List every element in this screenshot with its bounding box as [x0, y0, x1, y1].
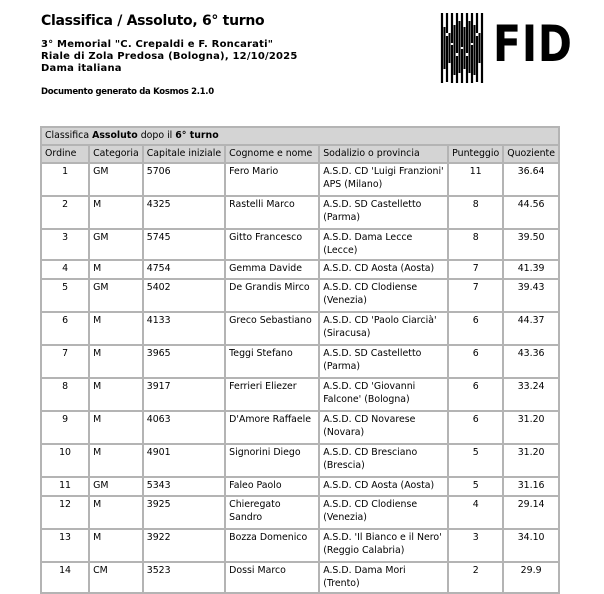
cell-sodalizio: A.S.D. CD Aosta (Aosta) [319, 477, 448, 496]
table-row [41, 562, 559, 593]
game-type: Dama italiana [41, 63, 122, 74]
cell-sodalizio: A.S.D. CD 'Giovanni Falcone' (Bologna) [319, 378, 448, 411]
cell-capitale: 5402 [143, 279, 225, 312]
cell-nome: Bozza Domenico [225, 529, 319, 562]
table-row [41, 411, 559, 444]
cell-quoziente: 44.37 [503, 312, 559, 345]
cell-quoziente: 36.64 [503, 163, 559, 196]
column-header-sodalizio: Sodalizio o provincia [319, 145, 448, 163]
cell-capitale: 4063 [143, 411, 225, 444]
cell-quoziente: 31.20 [503, 411, 559, 444]
cell-sodalizio: A.S.D. CD 'Paolo Ciarcià' (Siracusa) [319, 312, 448, 345]
cell-sodalizio: A.S.D. Dama Mori (Trento) [319, 562, 448, 593]
cell-punteggio: 6 [448, 312, 503, 345]
cell-sodalizio: A.S.D. CD 'Luigi Franzioni' APS (Milano) [319, 163, 448, 196]
cell-quoziente: 39.50 [503, 229, 559, 260]
cell-capitale: 5343 [143, 477, 225, 496]
table-row [41, 345, 559, 378]
cell-nome: Faleo Paolo [225, 477, 319, 496]
cell-sodalizio: A.S.D. CD Aosta (Aosta) [319, 260, 448, 279]
cell-sodalizio: A.S.D. CD Clodiense (Venezia) [319, 496, 448, 529]
cell-ordine: 14 [41, 562, 89, 593]
cell-nome: De Grandis Mirco [225, 279, 319, 312]
table-row [41, 279, 559, 312]
event-info [41, 39, 297, 75]
cell-nome: Dossi Marco [225, 562, 319, 593]
cell-nome: Gitto Francesco [225, 229, 319, 260]
cell-ordine: 10 [41, 444, 89, 477]
page-title: Classifica / Assoluto, 6° turno [41, 13, 265, 29]
cell-capitale: 5745 [143, 229, 225, 260]
cell-categoria: GM [89, 163, 143, 196]
cell-categoria: M [89, 196, 143, 229]
cell-nome: Signorini Diego [225, 444, 319, 477]
cell-categoria: M [89, 312, 143, 345]
cell-punteggio: 8 [448, 196, 503, 229]
cell-punteggio: 7 [448, 279, 503, 312]
fid-logo [440, 13, 573, 83]
cell-capitale: 3965 [143, 345, 225, 378]
cell-categoria: GM [89, 279, 143, 312]
table-row [41, 163, 559, 196]
cell-quoziente: 41.39 [503, 260, 559, 279]
cell-sodalizio: A.S.D. 'Il Bianco e il Nero' (Reggio Calabria) [319, 529, 448, 562]
cell-sodalizio: A.S.D. Dama Lecce (Lecce) [319, 229, 448, 260]
cell-capitale: 4325 [143, 196, 225, 229]
event-place-date: Riale di Zola Predosa (Bologna), 12/10/2025 [41, 51, 298, 62]
cell-punteggio: 3 [448, 529, 503, 562]
table-row [41, 260, 559, 279]
cell-punteggio: 6 [448, 378, 503, 411]
cell-punteggio: 5 [448, 477, 503, 496]
cell-capitale: 4901 [143, 444, 225, 477]
cell-ordine: 3 [41, 229, 89, 260]
cell-nome: Greco Sebastiano [225, 312, 319, 345]
cell-capitale: 4754 [143, 260, 225, 279]
cell-nome: D'Amore Raffaele [225, 411, 319, 444]
cell-punteggio: 7 [448, 260, 503, 279]
column-header-nome: Cognome e nome [225, 145, 319, 163]
cell-ordine: 1 [41, 163, 89, 196]
table-row [41, 496, 559, 529]
cell-categoria: M [89, 496, 143, 529]
cell-sodalizio: A.S.D. SD Castelletto (Parma) [319, 345, 448, 378]
standings-table [40, 126, 560, 594]
event-name: 3° Memorial "C. Crepaldi e F. Roncarati" [41, 39, 274, 50]
table-row [41, 477, 559, 496]
table-header-row [41, 145, 559, 163]
cell-capitale: 3917 [143, 378, 225, 411]
cell-quoziente: 33.24 [503, 378, 559, 411]
table-row [41, 529, 559, 562]
caption-group: Assoluto [92, 130, 138, 141]
cell-nome: Rastelli Marco [225, 196, 319, 229]
cell-punteggio: 5 [448, 444, 503, 477]
cell-ordine: 5 [41, 279, 89, 312]
cell-quoziente: 44.56 [503, 196, 559, 229]
column-header-punteggio: Punteggio [448, 145, 503, 163]
cell-ordine: 8 [41, 378, 89, 411]
cell-punteggio: 2 [448, 562, 503, 593]
cell-categoria: M [89, 260, 143, 279]
cell-quoziente: 29.14 [503, 496, 559, 529]
column-header-categoria: Categoria [89, 145, 143, 163]
cell-quoziente: 31.16 [503, 477, 559, 496]
cell-nome: Fero Mario [225, 163, 319, 196]
cell-capitale: 3523 [143, 562, 225, 593]
table-caption: Classifica Assoluto dopo il 6° turno [41, 127, 559, 145]
cell-capitale: 4133 [143, 312, 225, 345]
fid-stripes-icon [440, 13, 488, 83]
cell-capitale: 3925 [143, 496, 225, 529]
cell-ordine: 13 [41, 529, 89, 562]
column-header-capitale: Capitale iniziale [143, 145, 225, 163]
cell-punteggio: 6 [448, 411, 503, 444]
cell-ordine: 2 [41, 196, 89, 229]
cell-nome: Chieregato Sandro [225, 496, 319, 529]
caption-round: 6° turno [175, 130, 219, 141]
column-header-quoziente: Quoziente [503, 145, 559, 163]
cell-quoziente: 39.43 [503, 279, 559, 312]
cell-punteggio: 11 [448, 163, 503, 196]
cell-categoria: M [89, 378, 143, 411]
cell-categoria: M [89, 444, 143, 477]
cell-capitale: 3922 [143, 529, 225, 562]
fid-logo-text: FID [493, 15, 573, 73]
cell-nome: Teggi Stefano [225, 345, 319, 378]
cell-punteggio: 8 [448, 229, 503, 260]
cell-nome: Ferrieri Eliezer [225, 378, 319, 411]
cell-categoria: GM [89, 477, 143, 496]
table-caption-row [41, 127, 559, 145]
cell-quoziente: 29.9 [503, 562, 559, 593]
cell-quoziente: 34.10 [503, 529, 559, 562]
generated-by-note: Documento generato da Kosmos 2.1.0 [41, 87, 214, 97]
cell-ordine: 7 [41, 345, 89, 378]
cell-categoria: M [89, 529, 143, 562]
cell-ordine: 4 [41, 260, 89, 279]
cell-capitale: 5706 [143, 163, 225, 196]
cell-categoria: M [89, 345, 143, 378]
cell-categoria: GM [89, 229, 143, 260]
cell-ordine: 11 [41, 477, 89, 496]
cell-sodalizio: A.S.D. CD Clodiense (Venezia) [319, 279, 448, 312]
cell-ordine: 12 [41, 496, 89, 529]
table-row [41, 444, 559, 477]
cell-categoria: M [89, 411, 143, 444]
table-row [41, 312, 559, 345]
cell-sodalizio: A.S.D. CD Novarese (Novara) [319, 411, 448, 444]
cell-quoziente: 43.36 [503, 345, 559, 378]
cell-ordine: 6 [41, 312, 89, 345]
cell-punteggio: 4 [448, 496, 503, 529]
cell-categoria: CM [89, 562, 143, 593]
table-row [41, 378, 559, 411]
table-row [41, 229, 559, 260]
cell-ordine: 9 [41, 411, 89, 444]
column-header-ordine: Ordine [41, 145, 89, 163]
cell-nome: Gemma Davide [225, 260, 319, 279]
cell-sodalizio: A.S.D. SD Castelletto (Parma) [319, 196, 448, 229]
cell-sodalizio: A.S.D. CD Bresciano (Brescia) [319, 444, 448, 477]
table-row [41, 196, 559, 229]
cell-quoziente: 31.20 [503, 444, 559, 477]
cell-punteggio: 6 [448, 345, 503, 378]
